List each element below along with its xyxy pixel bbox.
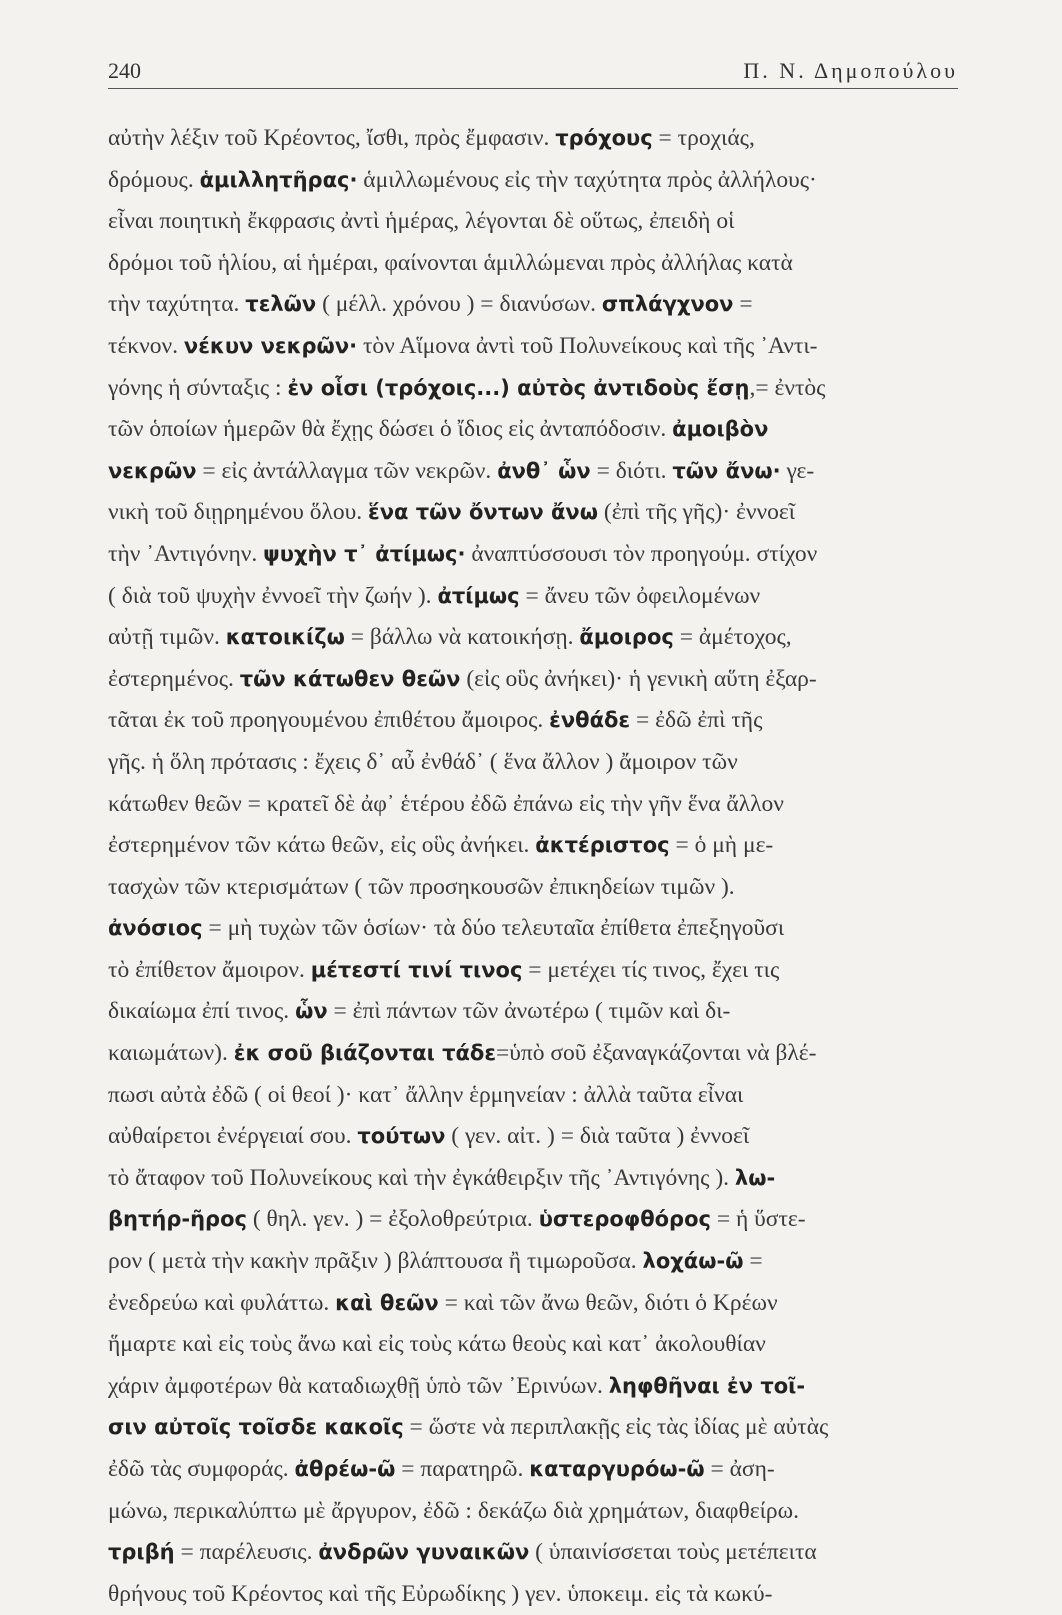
text-line xyxy=(108,1158,958,1200)
text-run: = παρατηρῶ. xyxy=(395,1456,530,1482)
text-run: τασχὼν τῶν κτερισμάτων ( τῶν προσηκουσῶν ἐπικηδείων τιμῶν ). xyxy=(108,873,735,900)
text-run: γόνης ἡ σύνταξις : xyxy=(108,374,288,401)
text-line xyxy=(108,326,958,368)
text-line xyxy=(108,659,958,701)
text-run: χάριν ἀμφοτέρων θὰ καταδιωχθῇ ὑπὸ τῶν ᾽Ερινύων. xyxy=(108,1372,609,1399)
text-run: κάτωθεν θεῶν = κρατεῖ δὲ ἀφ᾽ ἑτέρου ἐδῶ ἐπάνω εἰς τὴν γῆν ἕνα ἄλλον xyxy=(108,790,784,817)
text-line xyxy=(108,1075,958,1117)
headword: νεκρῶν xyxy=(108,458,197,483)
text-line xyxy=(108,950,958,992)
headword: ἐν οἷσι (τρόχοις...) αὐτὸς ἀντιδοὺς ἔσῃ xyxy=(287,375,750,400)
text-line xyxy=(108,201,958,243)
headword: ληφθῆναι ἐν τοῖ- xyxy=(608,1373,806,1398)
text-run: ἀναπτύσσουσι τὸν προηγούμ. στίχον xyxy=(465,540,818,567)
text-line xyxy=(108,118,958,160)
text-run: ( μέλλ. χρόνου ) = διανύσων. xyxy=(316,291,602,318)
headword: λοχάω-ῶ xyxy=(642,1249,744,1274)
text-run: δικαίωμα ἐπί τινος. xyxy=(108,998,296,1025)
text-line xyxy=(108,534,958,576)
headword: ὧν xyxy=(295,999,328,1024)
text-run: = ὁ μὴ με- xyxy=(669,832,774,859)
headword: ἀμοιβὸν xyxy=(672,417,769,442)
text-run: τὸν Αἵμονα ἀντὶ τοῦ Πολυνείκους καὶ τῆς ᾽Αντι- xyxy=(357,332,818,359)
headword: τριβή xyxy=(108,1540,175,1565)
headword: ἀθρέω-ῶ xyxy=(294,1457,396,1481)
commentary-text xyxy=(108,118,958,1615)
headword: τελῶν xyxy=(245,292,317,317)
headword: ἀτίμως xyxy=(437,583,520,608)
text-run: = τροχιάς, xyxy=(652,125,755,151)
text-run: ρον ( μετὰ τὴν κακὴν πρᾶξιν ) βλάπτουσα ἢ τιμωροῦσα. xyxy=(108,1248,643,1275)
text-run: ( θηλ. γεν. ) = ἐξολοθρεύτρια. xyxy=(246,1206,539,1233)
text-run: = ἡ ὕστε- xyxy=(710,1206,806,1233)
text-run: ( ὑπαινίσσεται τοὺς μετέπειτα xyxy=(529,1539,817,1566)
headword: ἀνθ᾽ ὧν xyxy=(497,458,591,483)
headword: τῶν κάτωθεν θεῶν xyxy=(239,666,461,691)
text-line xyxy=(108,1532,958,1574)
text-run: = ὥστε νὰ περιπλακῇς εἰς τὰς ἰδίας μὲ αὐτὰς xyxy=(403,1414,829,1441)
text-line xyxy=(108,867,958,909)
headword: τῶν ἄνω· xyxy=(672,458,781,483)
text-run: = καὶ τῶν ἄνω θεῶν, διότι ὁ Κρέων xyxy=(438,1289,778,1316)
text-run: = μετέχει τίς τινος, ἔχει τις xyxy=(522,956,780,983)
headword: λω- xyxy=(734,1165,776,1190)
headword: μέτεστί τινί τινος xyxy=(310,957,523,982)
text-line xyxy=(108,492,958,534)
text-run: καιωμάτων). xyxy=(108,1040,234,1067)
text-run: αὐτὴν λέξιν τοῦ Κρέοντος, ἴσθι, πρὸς ἔμφασιν. xyxy=(108,125,556,151)
text-line xyxy=(108,1199,958,1241)
text-run: τᾶται ἐκ τοῦ προηγουμένου ἐπιθέτου ἄμοιρος. xyxy=(108,707,550,734)
text-line xyxy=(108,451,958,493)
text-run: ἐστερημένος. xyxy=(108,665,240,692)
headword: ὑστεροφθόρος xyxy=(538,1207,711,1232)
text-line xyxy=(108,576,958,618)
text-line xyxy=(108,742,958,784)
text-run: (ἐπὶ τῆς γῆς)· ἐννοεῖ xyxy=(598,499,796,526)
text-line xyxy=(108,284,958,326)
text-line xyxy=(108,1366,958,1408)
text-run: αὐθαίρετοι ἐνέργειαί σου. xyxy=(108,1123,358,1150)
text-run: = βάλλω νὰ κατοικήσῃ. xyxy=(344,624,580,651)
text-run: δρόμους. xyxy=(108,166,200,193)
text-run: ἥμαρτε καὶ εἰς τοὺς ἄνω καὶ εἰς τοὺς κάτω θεοὺς καὶ κατ᾽ ἀκολουθίαν xyxy=(108,1331,766,1358)
text-line xyxy=(108,243,958,285)
headword: ψυχὴν τ᾽ ἀτίμως· xyxy=(263,541,466,566)
text-run: = ἀση- xyxy=(704,1456,775,1482)
text-line xyxy=(108,825,958,867)
text-run: ( διὰ τοῦ ψυχὴν ἐννοεῖ τὴν ζωήν ). xyxy=(108,582,438,609)
headword: νέκυν νεκρῶν· xyxy=(183,333,358,358)
headword: ἄμοιρος xyxy=(579,625,674,650)
text-run: ( γεν. αἰτ. ) = διὰ ταῦτα ) ἐννοεῖ xyxy=(445,1123,750,1150)
text-run: εἶναι ποιητικὴ ἔκφρασις ἀντὶ ἡμέρας, λέγονται δὲ οὕτως, ἐπειδὴ οἱ xyxy=(108,208,735,235)
headword: σπλάγχνον xyxy=(601,292,734,317)
text-run: τὸ ἄταφον τοῦ Πολυνείκους καὶ τὴν ἐγκάθειρξιν τῆς ᾽Αντιγόνης ). xyxy=(108,1164,735,1191)
text-run: γῆς. ἡ ὅλη πρότασις : ἔχεις δ᾽ αὖ ἐνθάδ᾽ ( ἕνα ἄλλον ) ἄμοιρον τῶν xyxy=(108,748,738,775)
headword: ἀνόσιος xyxy=(108,916,203,941)
text-line xyxy=(108,1033,958,1075)
text-run: = εἰς ἀντάλλαγμα τῶν νεκρῶν. xyxy=(196,457,498,484)
text-line xyxy=(108,368,958,410)
text-line xyxy=(108,1241,958,1283)
headword: ἁμιλλητῆρας· xyxy=(199,167,358,192)
text-line xyxy=(108,1491,958,1533)
text-line xyxy=(108,160,958,202)
text-run: ἐνεδρεύω καὶ φυλάττω. xyxy=(108,1289,336,1316)
text-run: τέκνον. xyxy=(108,332,184,359)
text-run: = xyxy=(733,291,753,318)
headword: τούτων xyxy=(357,1124,446,1149)
text-line xyxy=(108,1283,958,1325)
text-run: πωσι αὐτὰ ἐδῶ ( οἱ θεοί )· κατ᾽ ἄλλην ἑρμηνείαν : ἀλλὰ ταῦτα εἶναι xyxy=(108,1081,744,1108)
headword: κατοικίζω xyxy=(225,625,345,650)
text-run: = xyxy=(743,1248,763,1275)
page-number: 240 xyxy=(108,58,141,83)
text-run: τὴν ᾽Αντιγόνην. xyxy=(108,540,264,567)
headword: ἐνθάδε xyxy=(549,708,631,733)
text-run: =ὑπὸ σοῦ ἐξαναγκάζονται νὰ βλέ- xyxy=(496,1040,817,1067)
text-run: τὴν ταχύτητα. xyxy=(108,291,246,318)
text-run: = παρέλευσις. xyxy=(174,1539,319,1566)
headword: ἀνδρῶν γυναικῶν xyxy=(318,1540,530,1565)
headword: καταργυρόω-ῶ xyxy=(529,1457,705,1481)
headword: τρόχους xyxy=(555,126,653,150)
text-run: μώνω, περικαλύπτω μὲ ἄργυρον, ἐδῶ : δεκάζω διὰ χρημάτων, διαφθείρω. xyxy=(108,1497,799,1524)
text-run: τὸ ἐπίθετον ἄμοιρον. xyxy=(108,956,311,983)
headword: ἀκτέριστος xyxy=(535,833,670,858)
text-run: = μὴ τυχὼν τῶν ὁσίων· τὰ δύο τελευταῖα ἐπίθετα ἐπεξηγοῦσι xyxy=(202,915,785,942)
headword: σιν αὐτοῖς τοῖσδε κακοῖς xyxy=(108,1415,404,1440)
text-run: = διότι. xyxy=(590,457,673,484)
text-run: γε- xyxy=(780,457,815,484)
text-line xyxy=(108,1449,958,1491)
text-run: = ἄνευ τῶν ὀφειλομένων xyxy=(519,582,761,609)
text-run: = ἀμέτοχος, xyxy=(673,624,792,651)
text-run: αὐτῇ τιμῶν. xyxy=(108,624,226,651)
text-line xyxy=(108,617,958,659)
headword: ἐκ σοῦ βιάζονται τάδε xyxy=(233,1041,497,1066)
text-run: δρόμοι τοῦ ἡλίου, αἱ ἡμέραι, φαίνονται ἁμιλλώμεναι πρὸς ἀλλήλας κατὰ xyxy=(108,249,793,276)
text-run: = ἐπὶ πάντων τῶν ἀνωτέρω ( τιμῶν καὶ δι- xyxy=(327,998,731,1025)
text-line xyxy=(108,1116,958,1158)
text-run: ἐδῶ τὰς συμφοράς. xyxy=(108,1456,295,1482)
running-head: Π. Ν. Δημοπούλου xyxy=(743,58,958,83)
headword: ἕνα τῶν ὄντων ἄνω xyxy=(368,500,598,525)
text-run: τῶν ὁποίων ἡμερῶν θὰ ἔχῃς δώσει ὁ ἴδιος εἰς ἀνταπόδοσιν. xyxy=(108,416,673,443)
text-run: ,= ἐντὸς xyxy=(749,374,826,401)
text-run: = ἐδῶ ἐπὶ τῆς xyxy=(630,707,763,734)
text-line xyxy=(108,1324,958,1366)
page-header xyxy=(108,54,958,89)
text-line xyxy=(108,784,958,826)
text-line xyxy=(108,700,958,742)
text-line xyxy=(108,908,958,950)
text-run: ἁμιλλωμένους εἰς τὴν ταχύτητα πρὸς ἀλλήλους· xyxy=(357,166,817,193)
text-line xyxy=(108,1407,958,1449)
text-run: (εἰς οὓς ἀνήκει)· ἡ γενικὴ αὕτη ἐξαρ- xyxy=(460,665,817,692)
text-run: ἐστερημένον τῶν κάτω θεῶν, εἰς οὓς ἀνήκει. xyxy=(108,832,536,859)
headword: βητήρ-ῆρος xyxy=(108,1207,247,1232)
text-line xyxy=(108,409,958,451)
text-run: θρήνους τοῦ Κρέοντος καὶ τῆς Εὐρωδίκης ) γεν. ὑποκειμ. εἰς τὰ κωκύ- xyxy=(108,1580,773,1607)
text-run: νικὴ τοῦ διῃρημένου ὅλου. xyxy=(108,499,368,526)
headword: καὶ θεῶν xyxy=(335,1290,439,1315)
text-line xyxy=(108,1574,958,1615)
text-line xyxy=(108,991,958,1033)
